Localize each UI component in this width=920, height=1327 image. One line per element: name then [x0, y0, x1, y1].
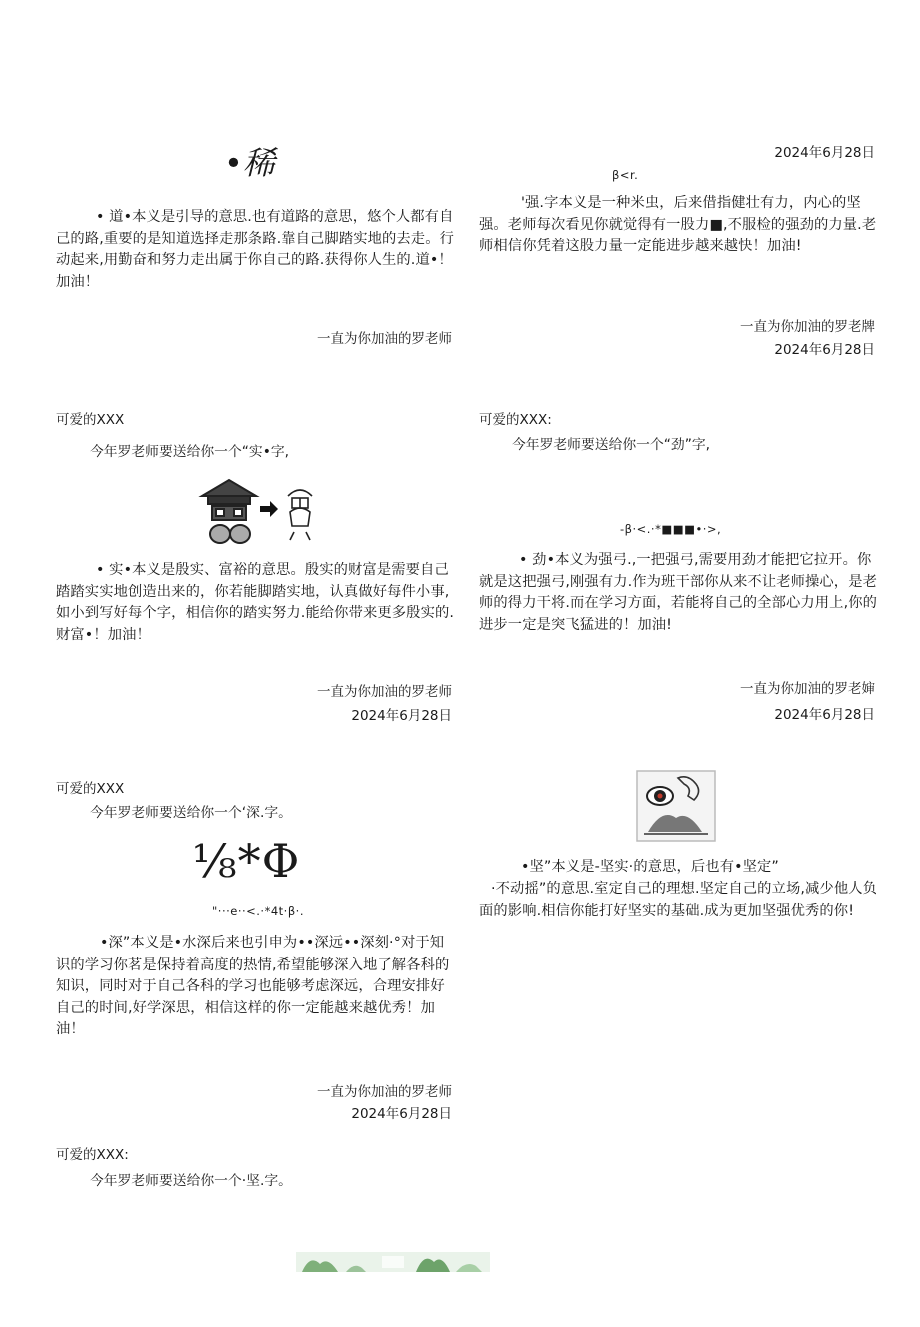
house-pictograph: [202, 480, 256, 543]
r-card2-date: 2024年6月28日: [774, 707, 875, 723]
card2-date: 2024年6月28日: [351, 708, 452, 724]
r-card1-top-date: 2024年6月28日: [774, 145, 875, 161]
r-card2-signature: 一直为你加油的罗老婶: [740, 681, 875, 697]
character-illustration-jian: [636, 770, 716, 842]
r-card2-caption: -β·<.·*■■■•·>,: [620, 522, 722, 536]
card2-intro: 今年罗老师要送给你一个“实•字,: [90, 444, 290, 460]
character-glyph-shen: ⅛*Φ: [192, 834, 301, 888]
r-card2-paragraph: • 劲•本义为强弓.,一把强弓,需要用劲才能把它拉开。你就是这把强弓,刚强有力.作为班干部你从来不让老师操心，是老师的得力干将.而在学习方面，若能将自己的全部心力用上,你的进步一定是突飞猛进的！加油!: [479, 552, 878, 633]
r-card1-signature: 一直为你加油的罗老牌: [740, 319, 875, 335]
card1-paragraph: • 道•本义是引导的意思.也有道路的意思，悠个人都有自己的路,重要的是知道选择走那条路.靠自己脚踏实地的去走。行动起来,用勤奋和努力走出属于你自己的路.获得你人生的.道•！加油！: [56, 209, 455, 290]
r-card3-paragraph: ·不动摇”的意思.室定自己的理想.坚定自己的立场,减少他人负面的影响.相信你能打好坚实的基础.成为更加坚强优秀的你!: [479, 881, 878, 919]
card1-signature: 一直为你加油的罗老师: [317, 331, 452, 347]
r-card1-caption: β<r.: [612, 168, 639, 182]
decorative-image-strip: [296, 1252, 490, 1272]
card3-caption: "···e··<.·*4t·β·.: [212, 904, 304, 918]
seal-character: [288, 490, 312, 540]
eye-icon: [647, 787, 673, 805]
card2-paragraph: • 实•本义是殷实、富裕的意思。殷实的财富是需要自己踏踏实实地创造出来的，你若能脚踏实地，认真做好每件小事,如小到写好每个字，相信你的踏实努力.能给你带来更多殷实的.财富•！加油！: [56, 562, 455, 643]
r-card3-paragraph-line1: •坚”本义是-坚实·的意思，后也有•坚定”: [521, 859, 779, 875]
r-card2-greeting: 可爱的XXX:: [479, 412, 552, 428]
card3-date: 2024年6月28日: [351, 1106, 452, 1122]
card2-signature: 一直为你加油的罗老师: [317, 684, 452, 700]
card2-greeting: 可爱的XXX: [56, 412, 125, 428]
character-illustration-shi: [196, 474, 326, 548]
card4-intro: 今年罗老师要送给你一个·坚.字。: [90, 1173, 292, 1189]
card3-signature: 一直为你加油的罗老师: [317, 1084, 452, 1100]
character-title-glyph: •稀: [224, 144, 275, 182]
card3-greeting: 可爱的XXX: [56, 781, 125, 797]
r-card1-paragraph: '强.字本义是一种米虫，后来借指健壮有力，内心的坚强。老师每次看见你就觉得有一股力■,不服检的强劲的力量.老师相信你凭着这股力量一定能进步越来越快！加油!: [479, 195, 877, 254]
r-card1-date: 2024年6月28日: [774, 342, 875, 358]
card4-greeting: 可爱的XXX:: [56, 1147, 129, 1163]
card3-intro: 今年罗老师要送给你一个‘深.字。: [90, 805, 292, 821]
card3-paragraph: •深”本义是•水深后来也引申为••深远••深刻·°对于知识的学习你茗是保持着高度的热情,希望能够深入地了解各科的知识，同时对于自己各科的学习也能够考虑深远，合理安排好自己的时间,好学深思，相信这样的你一定能越来越优秀！加油！: [56, 935, 450, 1037]
arrow-icon: [260, 501, 278, 517]
r-card2-intro: 今年罗老师要送给你一个“劲”字,: [512, 437, 711, 453]
